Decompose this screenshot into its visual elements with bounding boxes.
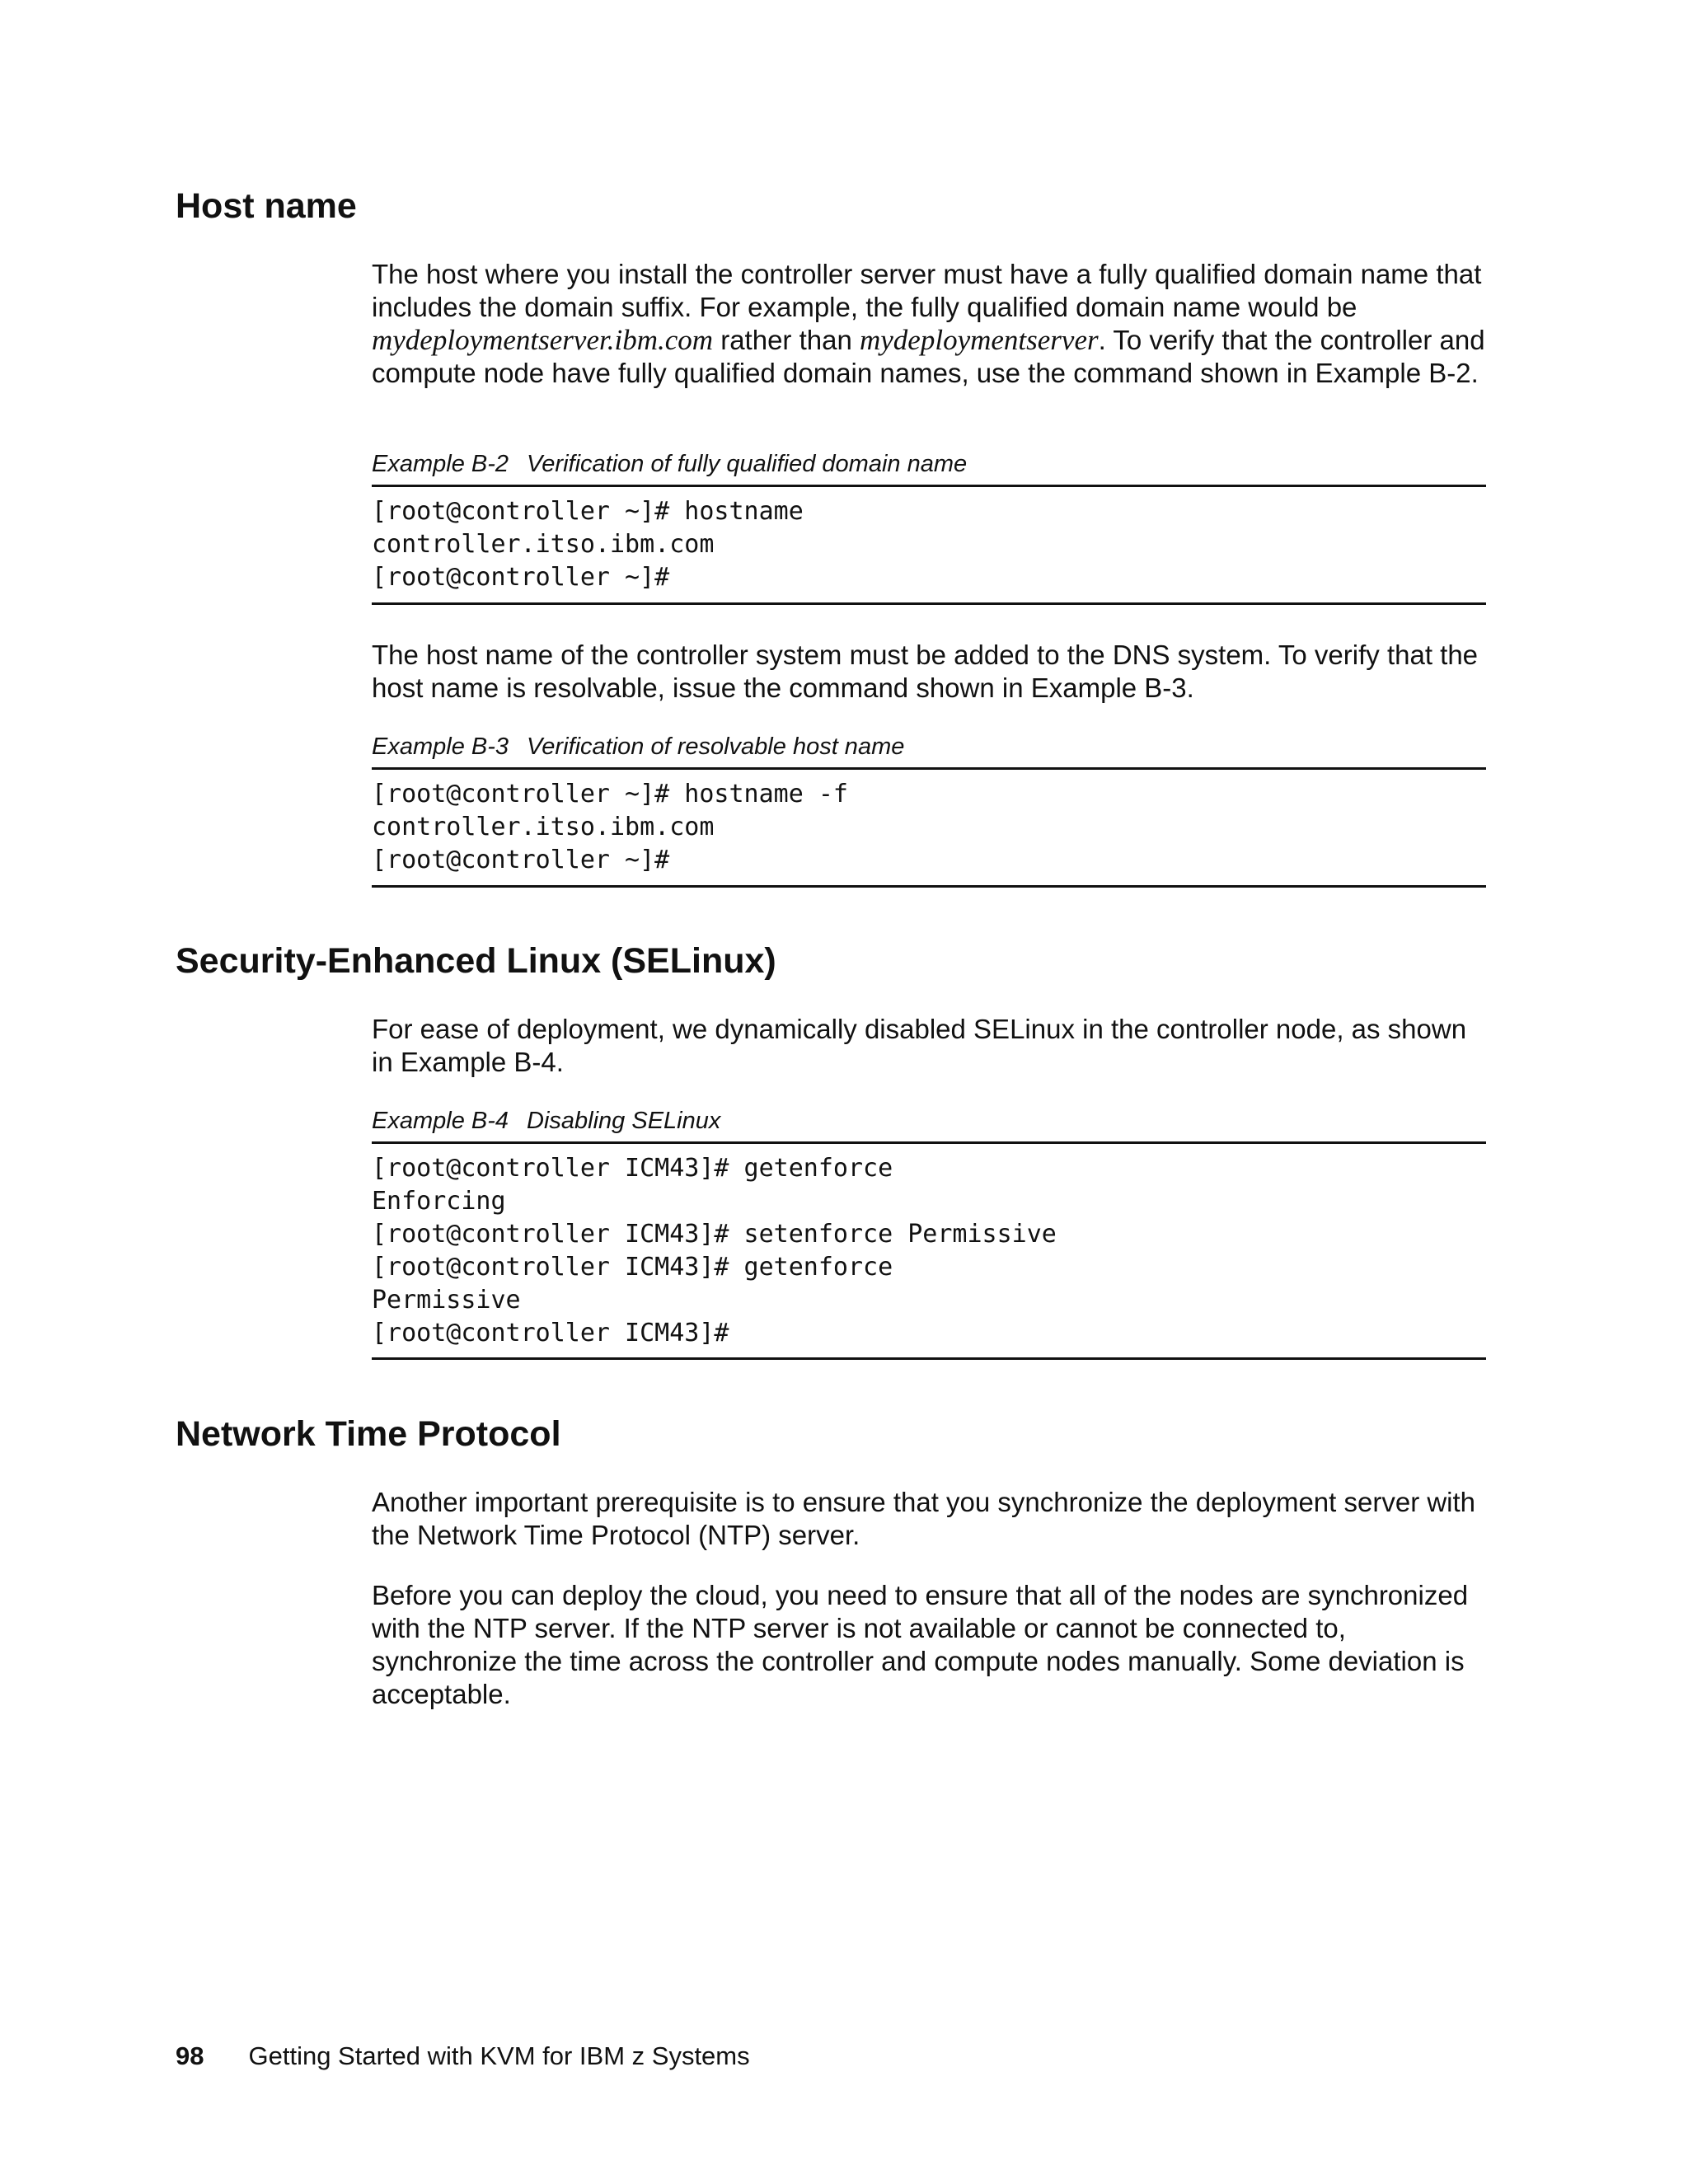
example-number: Example B-4	[372, 1108, 509, 1134]
code-line: controller.itso.ibm.com	[372, 530, 715, 559]
code-line: [root@controller ICM43]# getenforce	[372, 1154, 893, 1183]
ntp-paragraph-1: Another important prerequisite is to ensure that you synchronize the deployment server with the Network Time Protocol (NTP) server.	[372, 1487, 1476, 1550]
host-name-paragraph-2: The host name of the controller system must be added to the DNS system. To verify that the host name is resolvable, issue the command shown in Example B-3.	[372, 640, 1479, 703]
example-number: Example B-2	[372, 451, 509, 477]
section-heading-ntp: Network Time Protocol	[176, 1414, 561, 1454]
code-line: [root@controller ~]#	[372, 846, 670, 874]
example-b4-caption	[372, 1106, 720, 1136]
section-heading-selinux: Security-Enhanced Linux (SELinux)	[176, 941, 776, 981]
paragraph-text: rather than	[713, 325, 860, 355]
code-line: [root@controller ~]# hostname -f	[372, 780, 848, 808]
italic-example-fqdn: mydeploymentserver.ibm.com	[372, 324, 714, 356]
page-footer	[176, 2040, 750, 2073]
code-line: [root@controller ICM43]# getenforce	[372, 1253, 893, 1282]
selinux-paragraph: For ease of deployment, we dynamically disabled SELinux in the controller node, as shown in Example B-4.	[372, 1014, 1467, 1077]
example-title: Verification of fully qualified domain name	[527, 451, 968, 477]
code-line: [root@controller ICM43]# setenforce Permissive	[372, 1220, 1057, 1249]
example-title: Disabling SELinux	[527, 1108, 721, 1134]
ntp-paragraph-2: Before you can deploy the cloud, you need to ensure that all of the nodes are synchronized with the NTP server. If the NTP server is not available or cannot be connected to, synchronize the time across the controller and compute nodes manually. Some deviation is acceptable.	[372, 1580, 1469, 1709]
code-line: Permissive	[372, 1286, 521, 1315]
book-title: Getting Started with KVM for IBM z Systems	[248, 2041, 750, 2070]
code-line: [root@controller ~]#	[372, 563, 670, 592]
paragraph-text: . To verify that the controller and compute node have fully qualified domain names, use the command shown in Example B-2.	[372, 325, 1485, 388]
page-number: 98	[176, 2041, 204, 2070]
example-b4-code-block	[372, 1141, 1486, 1360]
example-b3-code-block	[372, 767, 1486, 888]
code-line: [root@controller ICM43]#	[372, 1319, 729, 1347]
example-b2-code-block	[372, 485, 1486, 605]
example-b3-caption	[372, 732, 904, 762]
code-line: controller.itso.ibm.com	[372, 813, 715, 841]
code-line: [root@controller ~]# hostname	[372, 497, 804, 526]
italic-example-short-name: mydeploymentserver	[860, 324, 1099, 356]
example-title: Verification of resolvable host name	[527, 733, 905, 760]
section-heading-host-name: Host name	[176, 186, 357, 226]
paragraph-text: The host where you install the controller server must have a fully qualified domain name that includes the domain suffix. For example, the fully qualified domain name would be	[372, 259, 1482, 322]
example-number: Example B-3	[372, 733, 509, 760]
host-name-paragraph-1	[372, 258, 1489, 390]
code-line: Enforcing	[372, 1187, 506, 1216]
example-b2-caption	[372, 449, 967, 479]
